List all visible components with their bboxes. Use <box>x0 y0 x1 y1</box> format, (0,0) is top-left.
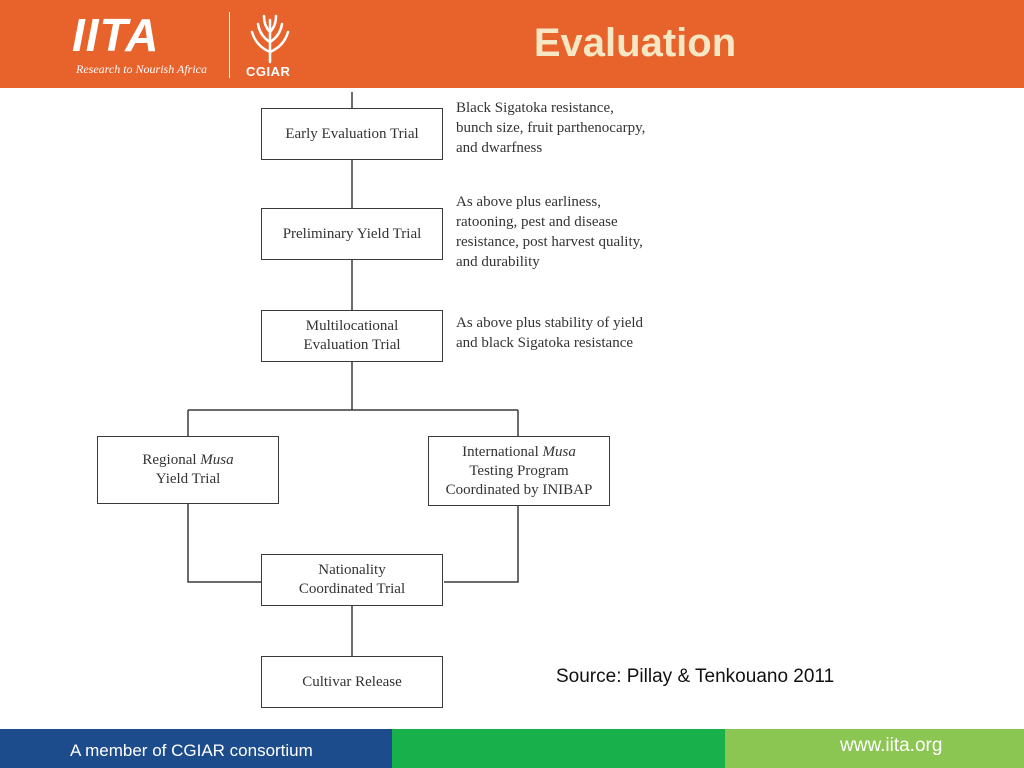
cgiar-logo-text: CGIAR <box>246 64 291 79</box>
box-preliminary-yield-trial <box>261 208 443 260</box>
header-bar <box>0 0 1024 88</box>
connector-regional-nationality <box>188 504 262 582</box>
source-citation: Source: Pillay & Tenkouano 2011 <box>556 666 835 687</box>
iita-tagline: Research to Nourish Africa <box>76 62 207 76</box>
footer-website-link[interactable]: www.iita.org <box>840 735 943 756</box>
box-label-italic: Musa <box>542 443 576 460</box>
box-international-musa-testing-program <box>428 436 610 506</box>
box-nationality-coordinated-trial <box>261 554 443 606</box>
box-label-line: Evaluation Trial <box>303 337 401 353</box>
cgiar-wheat-icon <box>242 12 298 64</box>
box-early-evaluation-trial <box>261 108 443 160</box>
footer-bar <box>0 729 1024 768</box>
box-label-line: Coordinated Trial <box>298 581 406 597</box>
note-preliminary-yield: As above plus earliness, ratooning, pest and disease resistance, post harvest quality, and durability <box>456 194 643 270</box>
slide-title: Evaluation <box>533 21 737 65</box>
logo-divider <box>229 12 230 78</box>
box-label-line: Regional <box>142 452 201 468</box>
box-label: Early Evaluation Trial <box>285 125 419 142</box>
connector-international-nationality <box>444 506 518 582</box>
iita-logo: IITA <box>72 9 160 61</box>
box-label-line: Nationality <box>318 562 386 578</box>
box-label-line: Yield Trial <box>155 471 221 487</box>
box-label-line: Coordinated by INIBAP <box>445 481 593 498</box>
box-label-line: Testing Program <box>469 462 569 479</box>
box-cultivar-release <box>261 656 443 708</box>
footer-consortium-text: A member of CGIAR consortium <box>70 741 313 760</box>
box-label: Preliminary Yield Trial <box>282 225 422 242</box>
box-label-line: Multilocational <box>305 318 399 334</box>
flowchart-connectors <box>0 88 1024 728</box>
box-label-italic: Musa <box>200 452 234 468</box>
box-multilocational-evaluation-trial <box>261 310 443 362</box>
footer-green-segment <box>392 729 725 768</box>
box-label: Cultivar Release <box>302 673 402 690</box>
note-early-evaluation: Black Sigatoka resistance, bunch size, fruit parthenocarpy, and dwarfness <box>456 100 646 156</box>
note-multilocational: As above plus stability of yield and black Sigatoka resistance <box>456 315 644 351</box>
box-regional-musa-yield-trial <box>97 436 279 504</box>
box-label-line: International <box>462 443 543 460</box>
evaluation-flowchart <box>0 88 1024 728</box>
